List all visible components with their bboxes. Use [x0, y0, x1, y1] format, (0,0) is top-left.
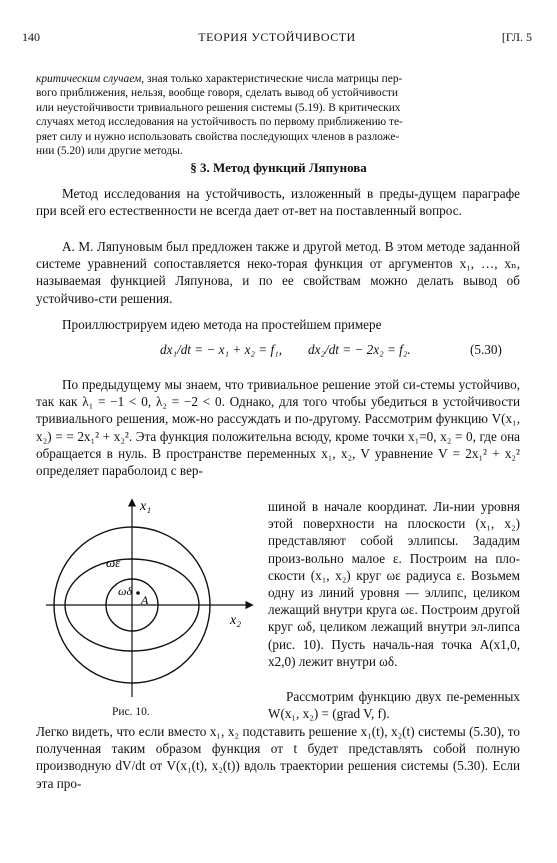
intro-line-3: или неустойчивости тривиального решения системы (5.19). В критических	[36, 101, 401, 114]
section-title: § 3. Метод функций Ляпунова	[190, 160, 367, 175]
intro-small-text	[36, 72, 520, 158]
chapter-label: [ГЛ. 5	[501, 30, 532, 44]
label-A: A	[141, 593, 149, 607]
running-title: ТЕОРИЯ УСТОЙЧИВОСТИ	[198, 30, 356, 44]
label-x2: x₂	[230, 613, 242, 628]
equation-2: dx₂/dt = − 2x₂ = f₂.	[308, 342, 411, 357]
intro-line-2: вого приближения, нельзя, вообще говоря, сделать вывод об устойчивости	[36, 87, 398, 100]
intro-line-5: ряет силу и нужно использовать свойства последующих членов в разложе-	[36, 130, 400, 143]
label-omega-delta: ωδ	[118, 584, 133, 598]
intro-line-1: зная только характеристические числа матрицы пер-	[146, 73, 403, 85]
figure-caption: Рис. 10.	[112, 706, 150, 718]
page-number: 140	[22, 30, 40, 44]
figure-10	[40, 492, 265, 702]
equation-number: (5.30)	[470, 342, 502, 357]
point-A	[136, 591, 140, 595]
paragraph-5-rest: Легко видеть, что если вместо x₁, x₂ подставить решение x₁(t), x₂(t) системы (5.30), то полученная таким образом функция от t будет представлять собой полную производную dV/dt от V(x₁(t), x₂(t)) вдоль траектории решения системы (5.30). Если эта про-	[36, 724, 520, 791]
paragraph-5-wrap: Рассмотрим функцию двух пе-ременных W(x₁, x₂) = (grad V, f).	[268, 689, 520, 722]
paragraph-3: Проиллюстрируем идею метода на простейшем примере	[62, 317, 382, 332]
equation-1: dx₁/dt = − x₁ + x₂ = f₁,	[160, 342, 283, 357]
intro-line-4: случаях метод исследования на устойчивость по первому приближению те-	[36, 116, 403, 129]
paragraph-4-wrap: шиной в начале координат. Ли-нии уровня этой поверхности на плоскости (x₁, x₂) представляют собой эллипсы. Зададим произ-вольно малое ε. Построим на пло-скости (x₁, x₂) круг ωε радиуса ε. Возьмем одну из линий уровня — эллипс, целиком лежащий внутри круга ωε. Построим другой круг ωδ, целиком лежащий внутри эл-липса (рис. 10). Пусть началь-ная точка A(x1,0, x2,0) лежит внутри ωδ.	[268, 499, 520, 669]
paragraph-1: Метод исследования на устойчивость, изложенный в преды-дущем параграфе при всей его естественности не всегда дает от-вет на поставленный вопрос.	[36, 186, 520, 219]
intro-italic: критическим случаем,	[36, 73, 145, 85]
label-x1: x₁	[140, 499, 152, 514]
label-omega-epsilon: ωε	[106, 555, 121, 570]
paragraph-2: А. М. Ляпуновым был предложен также и другой метод. В этом методе заданной системе уравнений сопоставляется неко-торая функция от аргументов x₁, …, xₙ, называемая функцией Ляпунова, и по ее свойствам можно делать вывод об устойчиво-сти решения.	[36, 239, 520, 306]
running-header	[22, 30, 532, 46]
paragraph-4: По предыдущему мы знаем, что тривиальное решение этой си-стемы устойчиво, так как λ₁ = −1 < 0, λ₂ = −2 < 0. Однако, для того чтобы убедиться в устойчивости тривиального решения, мож-но рассуждать и по-другому. Рассмотрим функцию V(x₁, x₂) = = 2x₁² + x₂². Эта функция положительна всюду, кроме точки x₁=0, x₂ = 0, где она обращается в нуль. В пространстве переменных x₁, x₂, V уравнение V = 2x₁² + x₂² определяет параболоид с вер-	[36, 377, 520, 479]
intro-line-6: нии (5.20) или другие методы.	[36, 145, 183, 158]
